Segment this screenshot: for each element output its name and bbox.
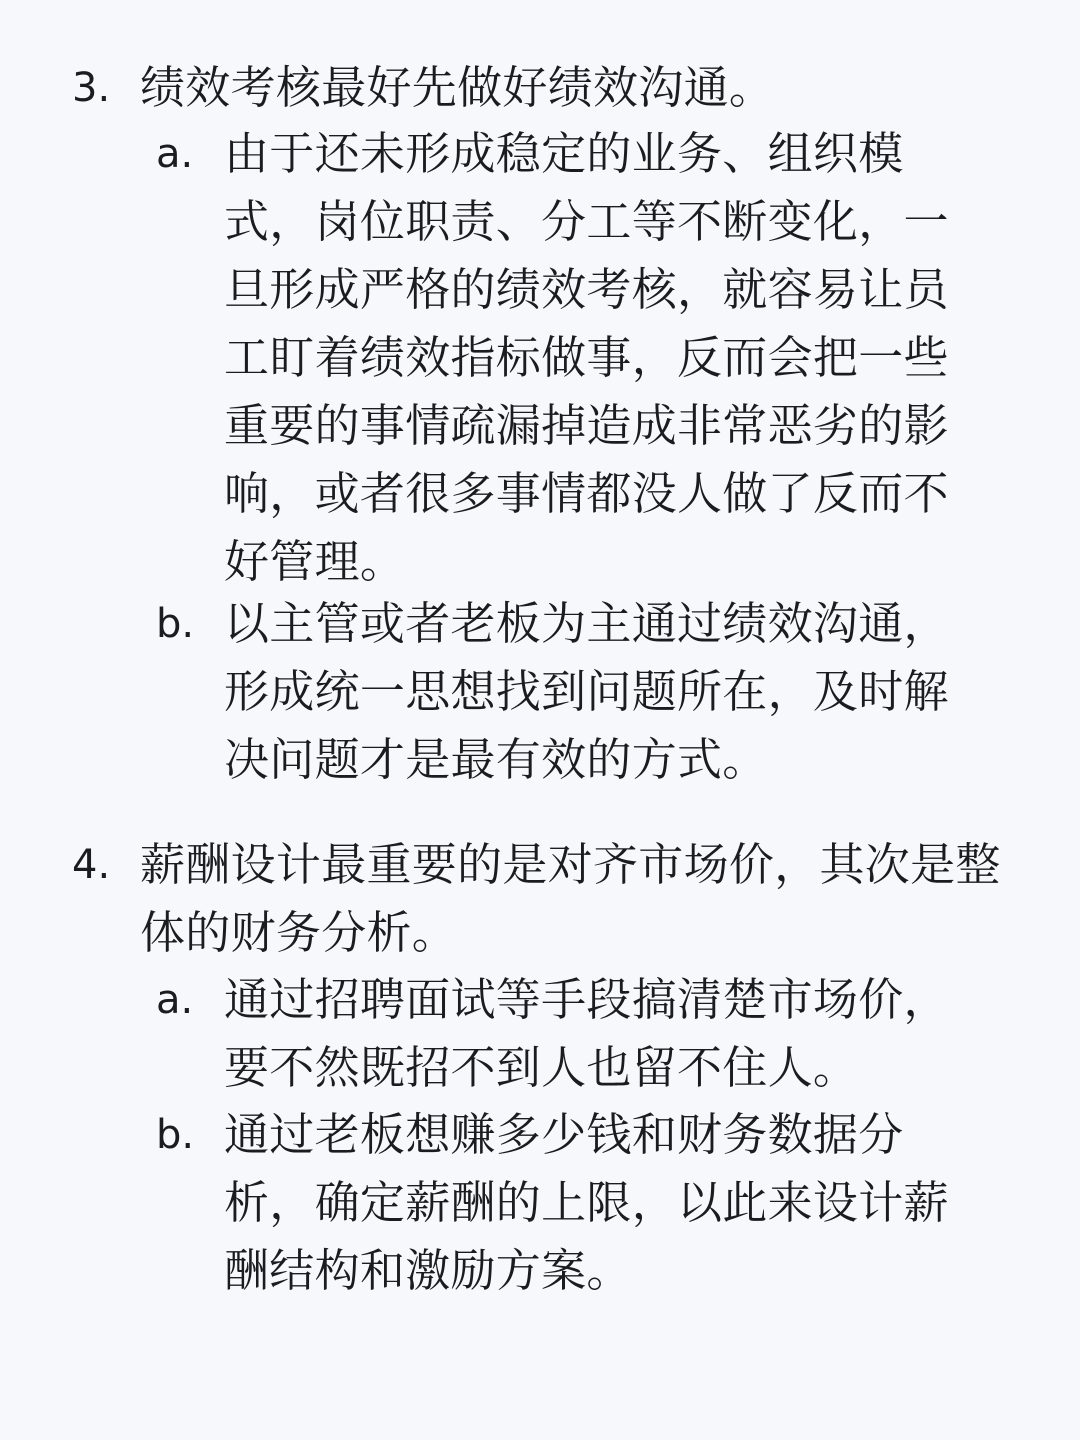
sub-list-item-text: 由于还未形成稳定的业务、组织模式，岗位职责、分工等不断变化，一旦形成严格的绩效考核，就容易让员工盯着绩效指标做事，反而会把一些重要的事情疏漏掉造成非常恶劣的影响，或者很多事情都没人做了反而不好管理。 — [224, 127, 949, 588]
sub-list-marker: a. — [156, 977, 194, 1023]
sub-list-item-text: 通过招聘面试等手段搞清楚市场价，要不然既招不到人也留不住人。 — [224, 973, 949, 1094]
sub-list-item-3b — [156, 590, 1006, 794]
sub-list-marker: a. — [156, 131, 194, 177]
sub-list-item-4a — [156, 966, 1006, 1102]
list-marker: 3. — [72, 65, 111, 111]
list-marker: 4. — [72, 842, 111, 888]
sub-list-item-4b — [156, 1101, 1006, 1305]
list-item-3 — [72, 54, 1022, 122]
sub-list-item-text: 以主管或者老板为主通过绩效沟通，形成统一思想找到问题所在，及时解决问题才是最有效的方式。 — [224, 597, 949, 786]
sub-list-item-text: 通过老板想赚多少钱和财务数据分析，确定薪酬的上限，以此来设计薪酬结构和激励方案。 — [224, 1108, 949, 1297]
sub-list-marker: b. — [156, 1112, 195, 1158]
sub-list-marker: b. — [156, 601, 195, 647]
list-item-text: 绩效考核最好先做好绩效沟通。 — [140, 61, 775, 114]
sub-list-item-3a — [156, 120, 1006, 596]
list-item-text: 薪酬设计最重要的是对齐市场价，其次是整体的财务分析。 — [140, 838, 1001, 959]
list-item-4 — [72, 831, 1022, 967]
